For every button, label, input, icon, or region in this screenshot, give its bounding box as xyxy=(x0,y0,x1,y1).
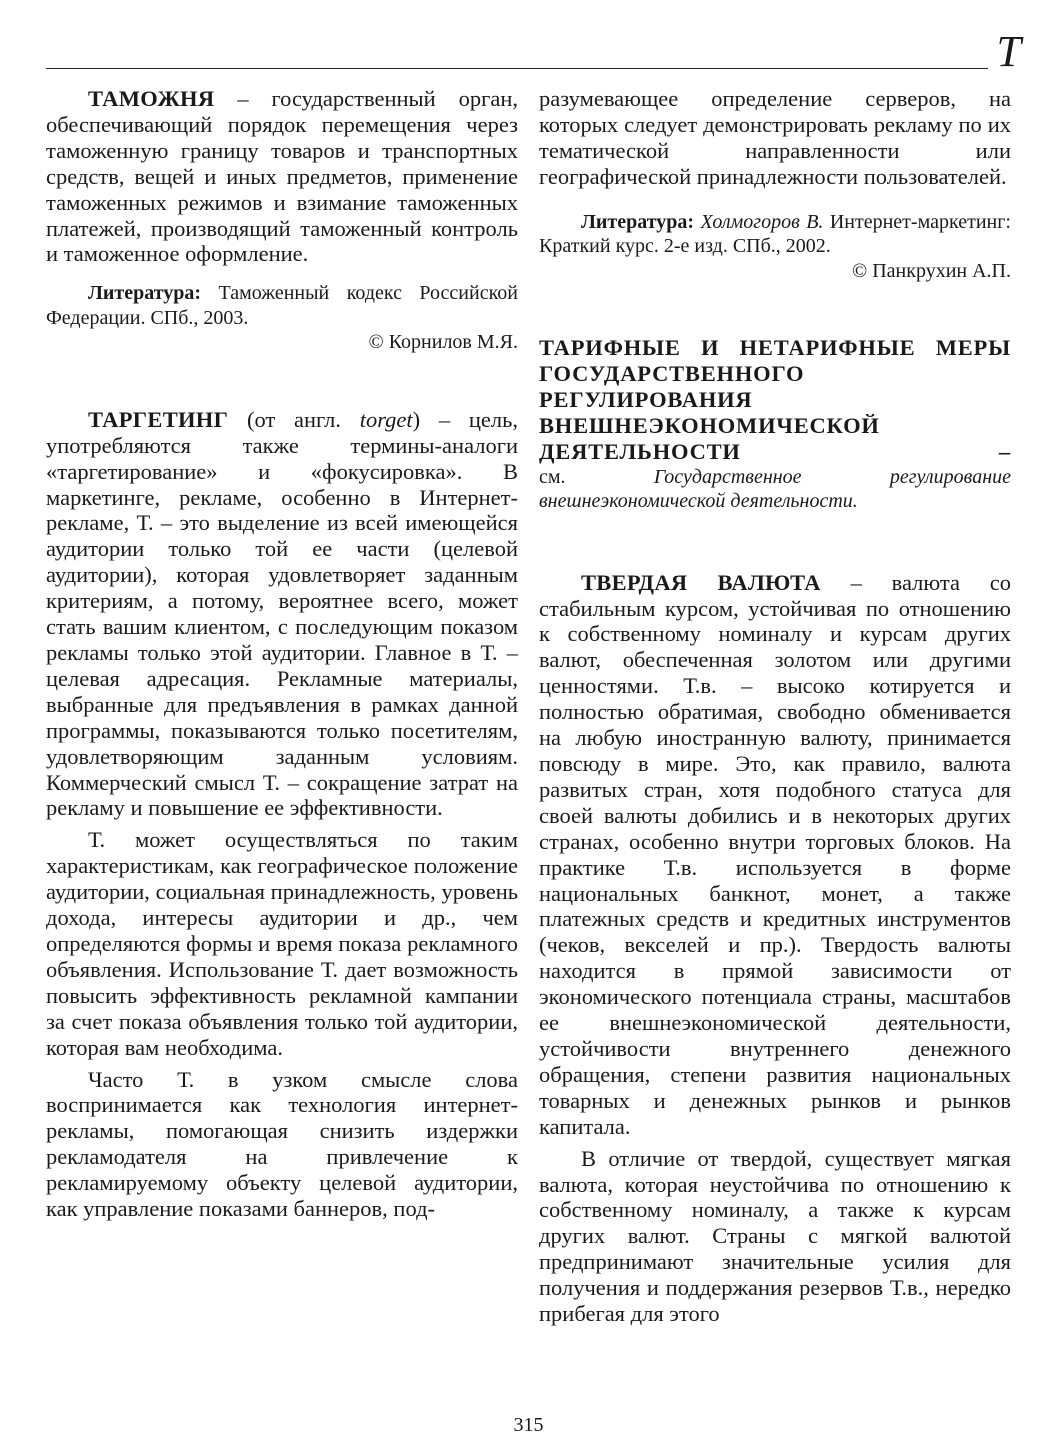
entry-customs xyxy=(46,86,518,267)
literature-label: Литература: xyxy=(88,282,202,305)
entry-hard-currency xyxy=(539,570,1011,1140)
definition-customs: – государственный орган, обеспечивающий порядок перемещения через таможенную границу товаров и транспортных средств, вещей и иных предметов, применение таможенных режимов и взимание таможенных платежей, производящий таможенный контроль и таможенное оформление. xyxy=(46,86,518,267)
literature-author: Холмогоров В. xyxy=(700,210,824,233)
literature-customs xyxy=(46,281,518,330)
hard-currency-p1: – валюта со стабильным курсом, устойчивая по отношению к собственному номиналу и курсам других валют, обеспеченная золотом или другими ценностями. Т.в. – высоко котируется и полностью обратимая, свободно обменивается на любую иностранную валюту, принимается повсюду в мире. Это, как правило, валюта развитых стран, хотя подобного статуса для своей валюты добились и в некоторых других странах, особенно внутри торговых блоков. На практике Т.в. используется в форме национальных банкнот, монет, а также платежных средств и кредитных инструментов (чеков, векселей и пр.). Твердость валюты находится в прямой зависимости от экономического потенциала страны, масштабов ее внешнеэкономической деятельности, устойчивости внутреннего денежного обращения, степени развития национальных товарных и денежных рынков и рынков капитала. xyxy=(539,569,1011,1139)
term-customs: ТАМОЖНЯ xyxy=(88,86,215,111)
targeting-paragraph-2: Т. может осуществляться по таким характеристикам, как географическое положение аудитории, социальная принадлежность, уровень дохода, интересы аудитории и др., чем определяются формы и время показа рекламного объявления. Использование Т. дает возможность повысить эффективность рекламной кампании за счет показа объявления только той аудитории, которая вам необходима. xyxy=(46,827,518,1060)
section-letter: Т xyxy=(996,27,1021,76)
foreign-word: torget xyxy=(359,406,413,432)
literature-targeting xyxy=(539,210,1011,259)
literature-text: Таможенный кодекс Российской Федерации. СПб., 2003. xyxy=(46,282,518,329)
literature-text: Интернет-маркетинг: Краткий курс. 2-е изд. СПб., 2002. xyxy=(539,210,1011,258)
see-reference xyxy=(539,465,1011,514)
targeting-continuation: разумевающее определение серверов, на которых следует демонстрировать рекламу по их тематической направленности или географической принадлежности пользователей. xyxy=(539,86,1011,189)
right-column xyxy=(539,86,1011,1327)
term-targeting: ТАРГЕТИНГ xyxy=(88,406,229,432)
targeting-prefix: (от англ. xyxy=(228,406,360,432)
targeting-paragraph-3: Часто Т. в узком смысле слова воспринимается как технология интернет-рекламы, помогающая снизить издержки рекламодателя на привлечение к рекламируемому объекту целевой аудитории, как управление показами баннеров, под- xyxy=(46,1066,518,1222)
literature-label: Литература: xyxy=(581,210,695,233)
author-targeting: © Панкрухин А.П. xyxy=(852,259,1011,282)
entry-targeting xyxy=(46,407,518,822)
left-column xyxy=(46,86,518,1222)
see-reference-target: Государственное регулирование внешнеэкономической деятельности. xyxy=(539,465,1011,513)
targeting-p1: ) – цель, употребляются также термины-аналоги «таргетирование» и «фокусировка». В маркетинге, рекламе, особенно в Интернет-рекламе, Т. – это выделение из всей имеющейся аудитории только той ее части (целевой аудитории), которая удовлетворяет заданным критериям, а потому, вероятнее всего, может стать вашим клиентом, с последующим показом рекламы только этой аудитории. Главное в Т. – целевая адресация. Рекламные материалы, выбранные для предъявления в рамках данной программы, показываются только посетителям, удовлетворяющим заданным условиям. Коммерческий смысл Т. – сокращение затрат на рекламу и повышение ее эффективности. xyxy=(46,406,518,821)
hard-currency-paragraph-2: В отличие от твердой, существует мягкая валюта, которая неустойчива по отношению к собственному номиналу, а также к курсам других валют. Страны с мягкой валютой предпринимают значительные усилия для получения и поддержания резервов Т.в., нередко прибегая для этого xyxy=(539,1145,1011,1327)
term-hard-currency: ТВЕРДАЯ ВАЛЮТА xyxy=(581,569,821,595)
heading-tariff: ТАРИФНЫЕ И НЕТАРИФНЫЕ МЕРЫ ГОСУДАРСТВЕННОГО РЕГУЛИРОВАНИЯ ВНЕШНЕЭКОНОМИЧЕСКОЙ ДЕЯТЕЛЬНОСТИ – xyxy=(539,335,1011,464)
author-customs: © Корнилов М.Я. xyxy=(368,331,518,354)
page-number: 315 xyxy=(513,1414,544,1436)
header-rule xyxy=(46,68,988,69)
see-prefix: см. xyxy=(539,465,654,488)
